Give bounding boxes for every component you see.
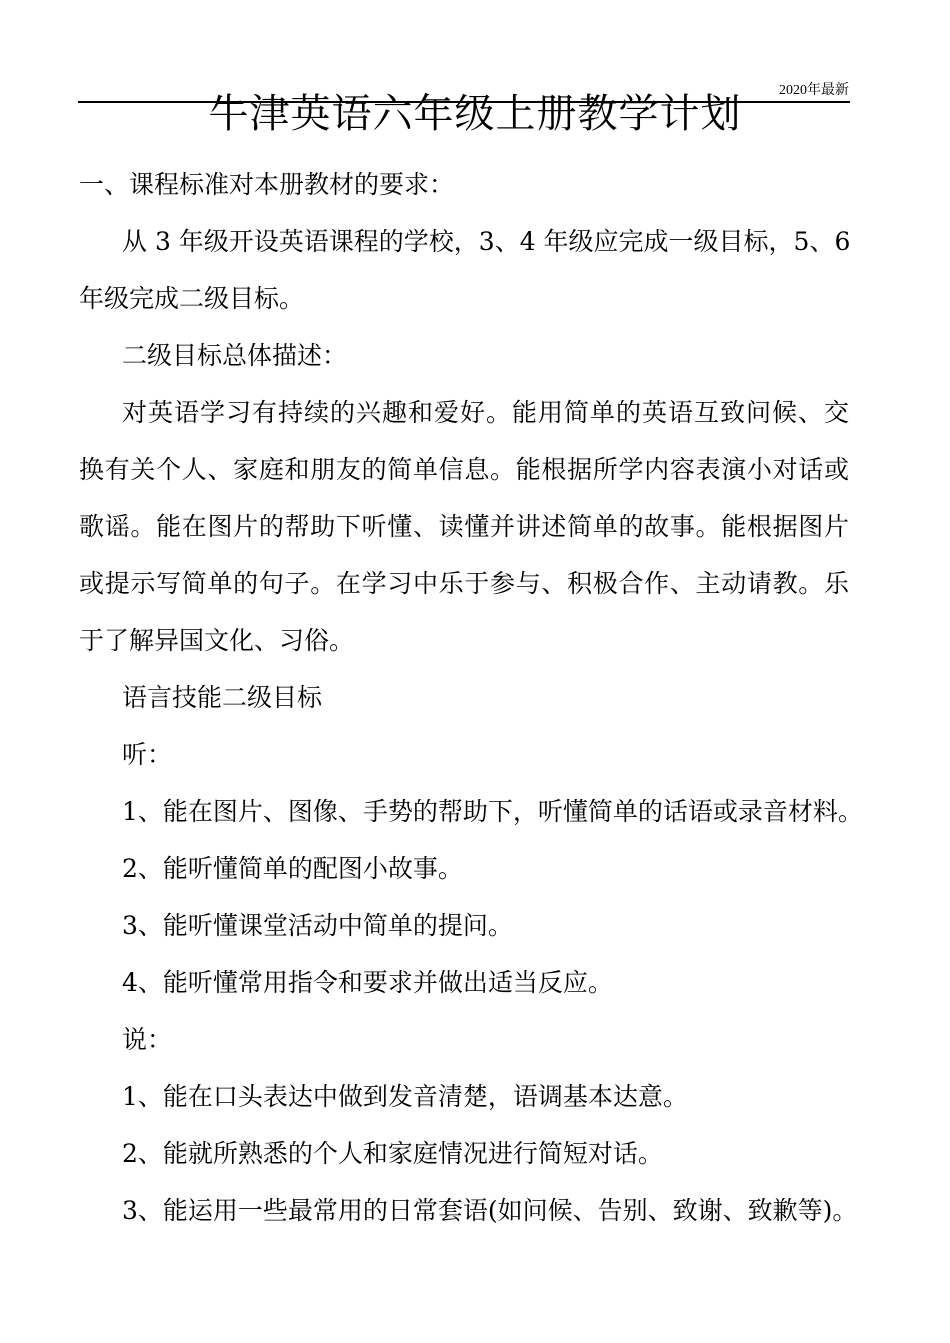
listening-label: 听： bbox=[122, 740, 173, 769]
speaking-item-3: 3、能运用一些最常用的日常套语(如问候、告别、致谢、致歉等)。 bbox=[122, 1196, 858, 1225]
desc-line-4: 或提示写简单的句子。在学习中乐于参与、积极合作、主动请教。乐 bbox=[79, 569, 849, 598]
header-tag: 2020年最新 bbox=[779, 83, 849, 98]
speaking-item-1: 1、能在口头表达中做到发音清楚，语调基本达意。 bbox=[122, 1082, 688, 1111]
listening-item-4: 4、能听懂常用指令和要求并做出适当反应。 bbox=[122, 968, 613, 997]
speaking-label: 说： bbox=[122, 1025, 173, 1054]
document-title: 牛津英语六年级上册教学计划 bbox=[208, 91, 742, 137]
section1-heading: 一、课程标准对本册教材的要求： bbox=[79, 170, 455, 199]
intro-line-1: 从 3 年级开设英语课程的学校，3、4 年级应完成一级目标，5、6 bbox=[122, 227, 851, 256]
skills-heading: 语言技能二级目标 bbox=[122, 683, 323, 712]
desc-heading: 二级目标总体描述： bbox=[122, 341, 348, 370]
desc-line-2: 换有关个人、家庭和朋友的简单信息。能根据所学内容表演小对话或 bbox=[79, 455, 849, 484]
desc-line-3: 歌谣。能在图片的帮助下听懂、读懂并讲述简单的故事。能根据图片 bbox=[79, 512, 849, 541]
desc-line-1: 对英语学习有持续的兴趣和爱好。能用简单的英语互致问候、交 bbox=[122, 398, 849, 427]
desc-line-5: 于了解异国文化、习俗。 bbox=[79, 626, 355, 655]
listening-item-2: 2、能听懂简单的配图小故事。 bbox=[122, 854, 463, 883]
intro-line-2: 年级完成二级目标。 bbox=[79, 284, 305, 313]
speaking-item-2: 2、能就所熟悉的个人和家庭情况进行简短对话。 bbox=[122, 1139, 663, 1168]
listening-item-1: 1、能在图片、图像、手势的帮助下，听懂简单的话语或录音材料。 bbox=[122, 797, 863, 826]
listening-item-3: 3、能听懂课堂活动中简单的提问。 bbox=[122, 911, 513, 940]
